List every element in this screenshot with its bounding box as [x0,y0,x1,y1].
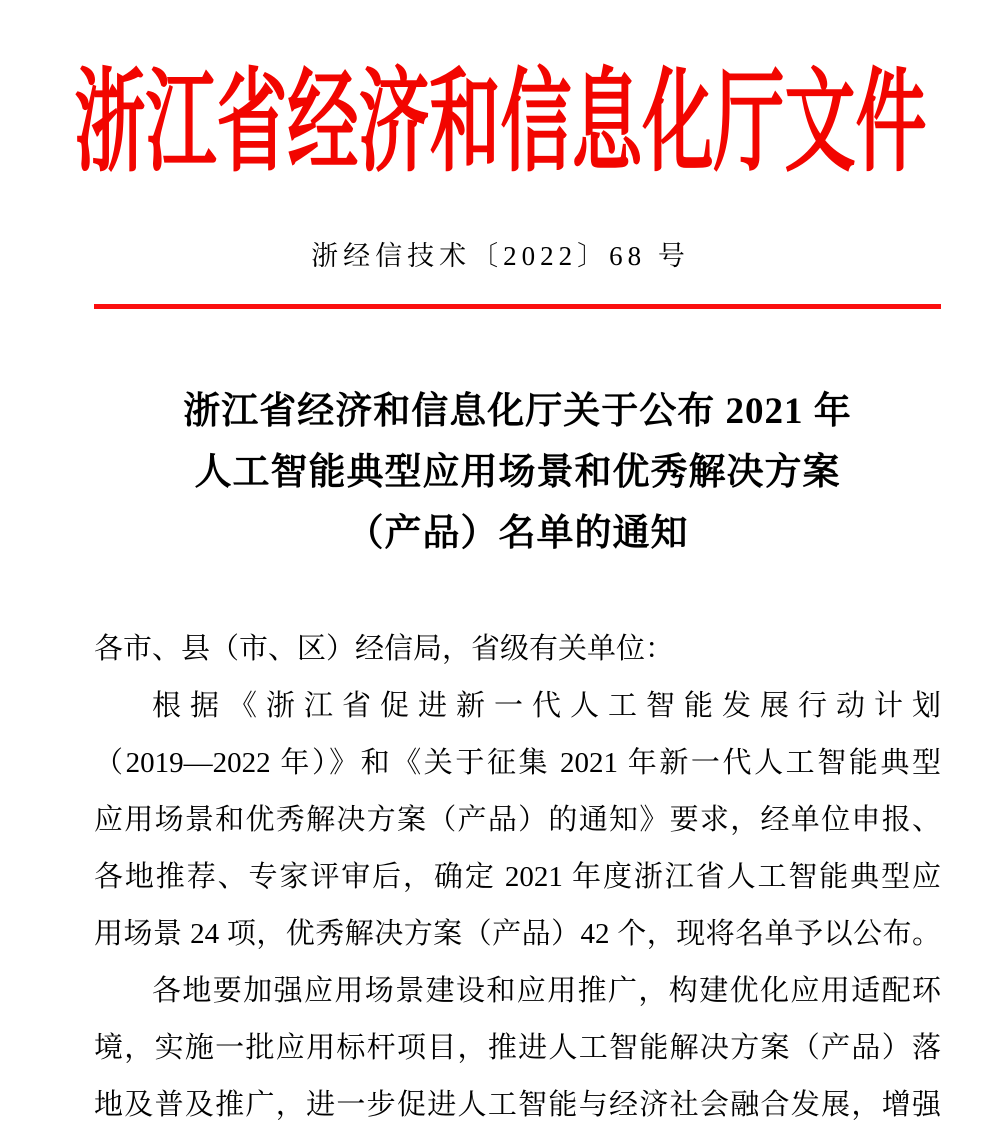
notice-title [94,381,941,564]
body-line: （2019—2022 年）》和《关于征集 2021 年新一代人工智能典型 [94,747,941,779]
notice-body [94,621,941,1134]
body-line: 各地推荐、专家评审后，确定 2021 年度浙江省人工智能典型应 [94,861,941,893]
notice-title-line-3: （产品）名单的通知 [346,513,689,554]
body-line: 境，实施一批应用标杆项目，推进人工智能解决方案（产品）落 [94,1032,941,1064]
body-line: 各地要加强应用场景建设和应用推广，构建优化应用适配环 [152,975,941,1007]
body-line: 应用场景和优秀解决方案（产品）的通知》要求，经单位申报、 [94,804,941,836]
notice-title-line-2: 人工智能典型应用场景和优秀解决方案 [194,452,841,493]
body-line: 根据《浙江省促进新一代人工智能发展行动计划 [152,690,941,722]
notice-title-line-1: 浙江省经济和信息化厅关于公布 2021 年 [183,391,852,432]
document-number: 浙经信技术〔2022〕68 号 [311,241,690,271]
body-line: 地及普及推广，进一步促进人工智能与经济社会融合发展，增强 [94,1089,941,1121]
red-separator-rule [94,304,941,309]
agency-banner-text: 浙江省经济和信息化厅文件 [74,62,927,186]
salutation-line: 各市、县（市、区）经信局，省级有关单位： [94,633,675,665]
agency-banner [0,50,1001,186]
body-line: 用场景 24 项，优秀解决方案（产品）42 个，现将名单予以公布。 [94,918,941,950]
